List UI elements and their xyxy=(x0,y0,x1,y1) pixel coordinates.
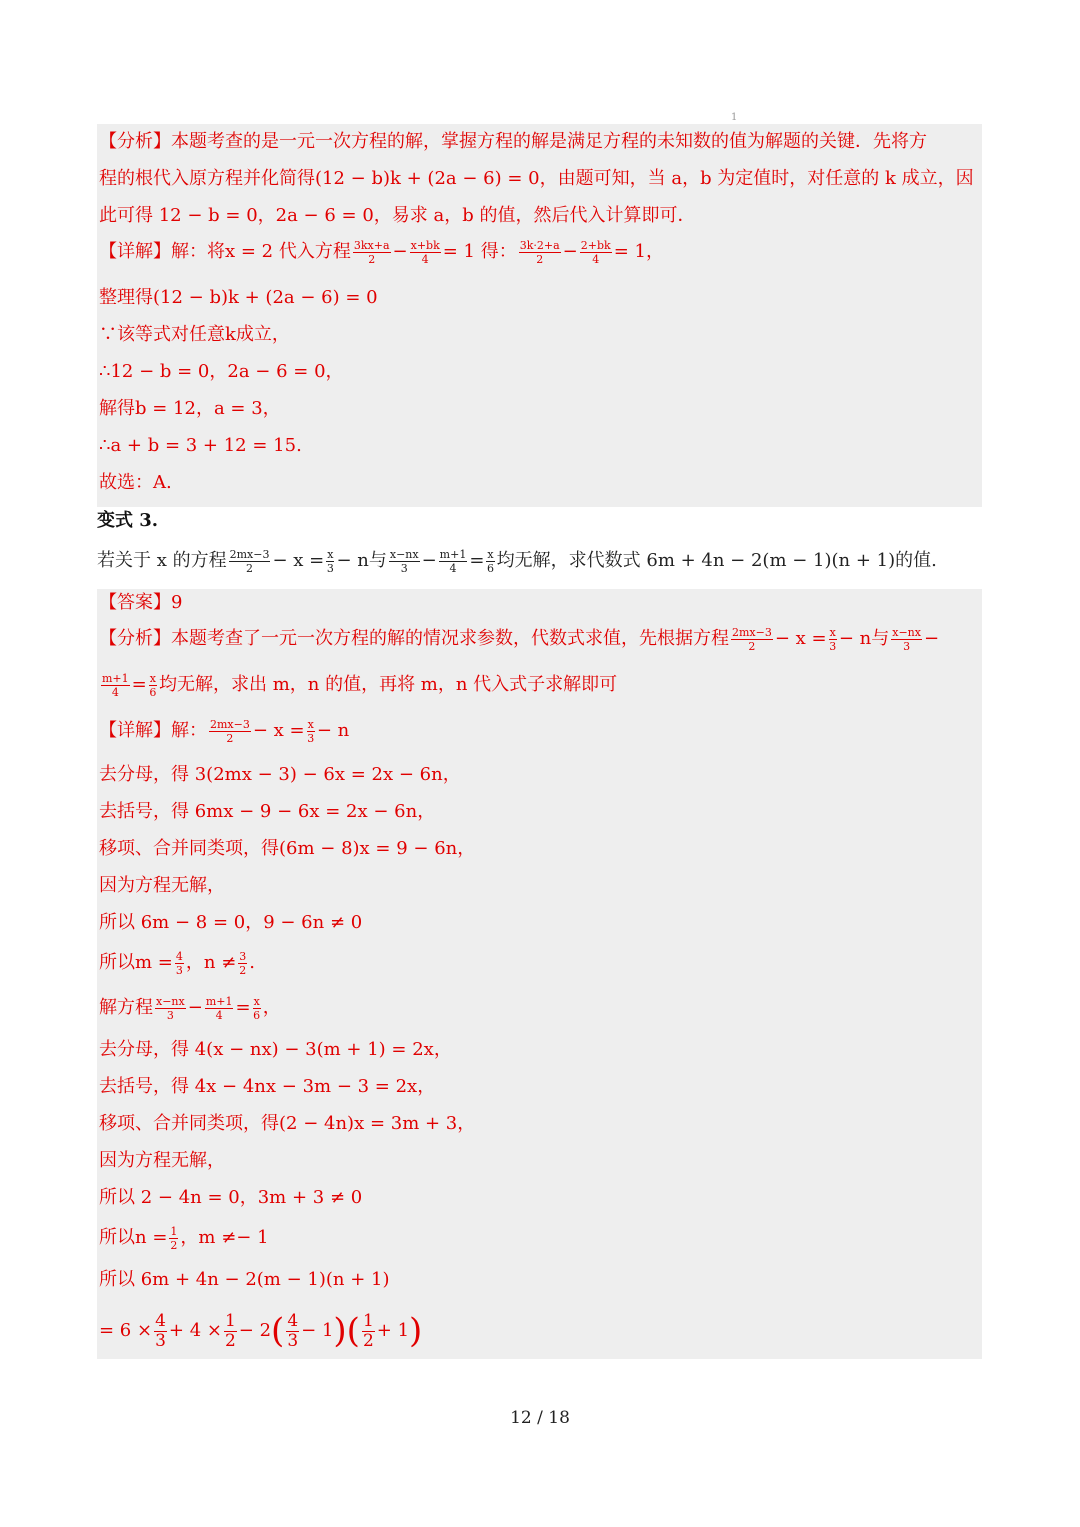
step-line: 所以 2 − 4n = 0，3m + 3 ≠ 0 xyxy=(99,1187,363,1208)
step-line: 移项、合并同类项，得(2 − 4n)x = 3m + 3， xyxy=(99,1113,476,1134)
header-mark: 1 xyxy=(731,112,738,123)
step-line: 所以 6m + 4n − 2(m − 1)(n + 1) xyxy=(99,1269,390,1290)
solution-block-2 xyxy=(97,589,982,1359)
detail-line-7: 故选：A. xyxy=(99,472,172,493)
step-line: 移项、合并同类项，得(6m − 8)x = 9 − 6n， xyxy=(99,838,476,859)
fraction: $\frac{x}{3}$ xyxy=(307,717,315,745)
fraction: $\frac{m+1}{4}$ xyxy=(439,547,467,575)
detail-line-4: ∴12 − b = 0，2a − 6 = 0， xyxy=(99,361,344,382)
analysis-line-2: 程的根代入原方程并化简得(12 − b)k + (2a − 6) = 0，由题可知，当 a，b 为定值时，对任意的 k 成立，因 xyxy=(99,168,974,189)
step-line-final: = 6 × $\frac{4}{3}$ + 4 × $\frac{1}{2}$ − 2( $\frac{4}{3}$ − 1)( $\frac{1}{2}$ + 1) xyxy=(99,1310,423,1351)
fraction: $\frac{x-nx}{3}$ xyxy=(892,625,921,653)
analysis-line-2: $\frac{m+1}{4}$ = $\frac{x}{6}$ 均无解，求出 m，n 的值，再将 m，n 代入式子求解即可 xyxy=(102,671,618,699)
step-line: 因为方程无解， xyxy=(99,875,225,896)
step-line: 所以m = $\frac{4}{3}$ ，n ≠ $\frac{3}{2}$ . xyxy=(99,949,256,977)
answer-line: 【答案】9 xyxy=(99,592,183,613)
analysis-line-1: 【分析】本题考查了一元一次方程的解的情况求参数，代数式求值，先根据方程 $\frac{2mx-3}{2}$ − x = $\frac{x}{3}$ − n与 $\frac{x-nx}{3}$ − xyxy=(99,625,940,653)
section-title: 变式 3. xyxy=(97,510,159,531)
fraction: $\frac{2mx-3}{2}$ xyxy=(210,717,250,745)
fraction: $\frac{2mx-3}{2}$ xyxy=(229,547,270,575)
fraction: $\frac{x}{6}$ xyxy=(253,994,261,1022)
fraction: $\frac{1}{2}$ xyxy=(362,1310,374,1351)
question-text: 若关于 x 的方程 $\frac{2mx-3}{2}$ − x = $\frac{x}{3}$ − n与 $\frac{x-nx}{3}$ − $\frac{m+1}{4}$ = $\frac{x}{6}$ 均无解，求代数式 6m + 4n − 2(m − 1)(n + 1)的值. xyxy=(97,547,937,575)
detail-line-5: 解得b = 12，a = 3， xyxy=(99,398,281,419)
fraction: $\frac{1}{2}$ xyxy=(170,1224,178,1252)
fraction: $\frac{2mx-3}{2}$ xyxy=(732,625,772,653)
fraction: $\frac{3k\cdot 2+a}{2}$ xyxy=(519,238,560,266)
detail-line-2: 整理得(12 − b)k + (2a − 6) = 0 xyxy=(99,287,378,308)
analysis-line-3: 此可得 12 − b = 0，2a − 6 = 0，易求 a，b 的值，然后代入计算即可． xyxy=(99,205,696,226)
fraction: $\frac{m+1}{4}$ xyxy=(205,994,233,1022)
step-line: 去括号，得 4x − 4nx − 3m − 3 = 2x， xyxy=(99,1076,436,1097)
fraction: $\frac{3kx+a}{2}$ xyxy=(353,238,390,266)
fraction: $\frac{2+bk}{4}$ xyxy=(580,238,611,266)
analysis-line-1: 【分析】本题考查的是一元一次方程的解，掌握方程的解是满足方程的未知数的值为解题的关键．先将方 xyxy=(99,131,927,152)
detail-line-3: ∵该等式对任意k成立， xyxy=(99,324,290,345)
fraction: $\frac{4}{3}$ xyxy=(155,1310,166,1351)
fraction: $\frac{x}{6}$ xyxy=(487,547,495,575)
step-line: 所以 6m − 8 = 0，9 − 6n ≠ 0 xyxy=(99,912,363,933)
step-line: 去括号，得 6mx − 9 − 6x = 2x − 6n， xyxy=(99,801,436,822)
detail-line-1: 【详解】解：将x = 2 代入方程 $\frac{3kx+a}{2}$ − $\frac{x+bk}{4}$ = 1 得： $\frac{3k\cdot 2+a}{2}$ − $\frac{2+bk}{4}$ = 1， xyxy=(99,238,664,266)
step-line: 解方程 $\frac{x-nx}{3}$ − $\frac{m+1}{4}$ = $\frac{x}{6}$ ， xyxy=(99,994,281,1022)
fraction: $\frac{4}{3}$ xyxy=(175,949,183,977)
fraction: $\frac{x}{6}$ xyxy=(149,671,157,699)
detail-line-1: 【详解】解： $\frac{2mx-3}{2}$ − x = $\frac{x}{3}$ − n xyxy=(99,717,350,745)
fraction: $\frac{4}{3}$ xyxy=(287,1310,299,1351)
fraction: $\frac{m+1}{4}$ xyxy=(102,671,129,699)
page-number: 12 / 18 xyxy=(510,1408,570,1428)
step-line: 去分母，得 4(x − nx) − 3(m + 1) = 2x， xyxy=(99,1039,452,1060)
fraction: $\frac{x-nx}{3}$ xyxy=(389,547,419,575)
solution-block-1 xyxy=(97,124,982,507)
fraction: $\frac{x-nx}{3}$ xyxy=(156,994,185,1022)
step-line: 因为方程无解， xyxy=(99,1150,225,1171)
fraction: $\frac{x+bk}{4}$ xyxy=(410,238,440,266)
step-line: 所以n = $\frac{1}{2}$ ，m ≠− 1 xyxy=(99,1224,269,1252)
fraction: $\frac{1}{2}$ xyxy=(224,1310,236,1351)
fraction: $\frac{x}{3}$ xyxy=(326,547,334,575)
fraction: $\frac{x}{3}$ xyxy=(829,625,837,653)
detail-line-6: ∴a + b = 3 + 12 = 15. xyxy=(99,435,302,456)
fraction: $\frac{3}{2}$ xyxy=(239,949,247,977)
step-line: 去分母，得 3(2mx − 3) − 6x = 2x − 6n， xyxy=(99,764,461,785)
